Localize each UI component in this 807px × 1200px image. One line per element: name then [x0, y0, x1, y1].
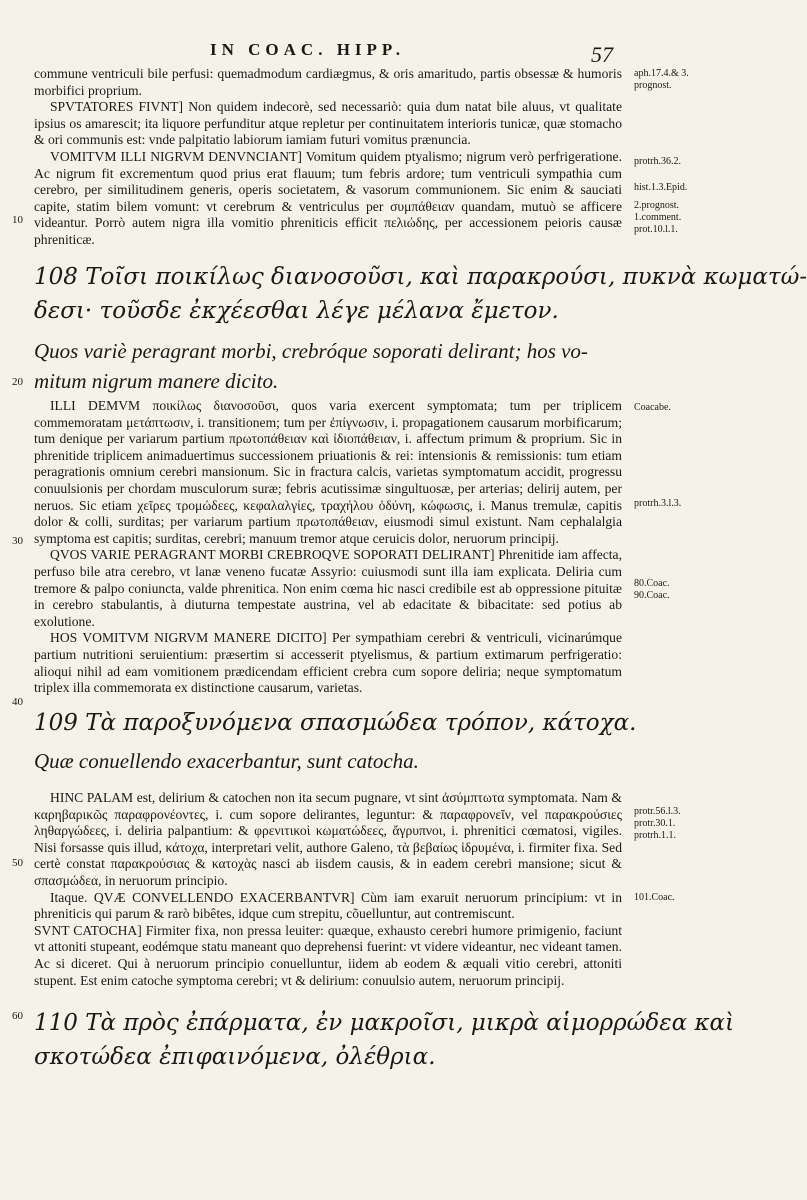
- margin-note: 1.comment.: [634, 212, 682, 223]
- margin-note: protrh.3.l.3.: [634, 498, 682, 509]
- margin-note: aph.17.4.& 3.: [634, 68, 689, 79]
- greek-aphorism-text: δεσι· τοῦσδε ἐκχέεσθαι λέγε μέλανα ἔμετον.: [34, 298, 559, 324]
- line-number: 10: [12, 214, 23, 226]
- margin-note: 2.prognost.: [634, 200, 679, 211]
- aphorism-109: [34, 706, 637, 776]
- paragraph: HINC PALAM est, delirium & catochen non ita secum pugnare, vt sint ἀσύμπτωτα symptomata. Nam & καρηβαρικῶς παραφρονέοντες, i. cum sopore delirantes, leguntur: & παραφρονεῖν, vel παρακρούσιες ληθαργώδεες, i. deliria palpantium: & φρενιτικοὶ κωματώδεες, ἄγρυπνοι, i. phrenitici cœmatosi, vigiles. Nisi forsasse quis illud, κάτοχα, interpretari velit, authore Galeno, τὰ βεβαίως ἱδρυμένα, i. firmiter fixa. Sed certè constat παρακρούσιας & κατοχὰς nasci ab iisdem causis, & in eadem cerebri mansione; sicut & σπασμώδεα, in neruorum principio.: [34, 790, 622, 888]
- paragraph: ILLI DEMVM ποικίλως διανοσοῦσι, quos varia exercent symptomata; tum per triplicem commemoratam μετάπτωσιν, i. transitionem; tum per ἐπίγνωσιν, i. propagationem causarum morbificarum; tum denique per variarum partium πρωτοπάθειαν καὶ ἰδιοπάθειαν, i. affectum primum & proprium. Sic in phrenitide triplicem animaduertimus successionem priuationis & rei: intensionis & remissionis: tum etiam peragrationis omnium cerebri mansionum. Sic in fractura calcis, varietas symptomatum accidit, progressu conuulsionis per chordam musculorum suræ; febris acutissimæ singultuosæ, per arterias; delirij autem, per neruos. Sic etiam χεῖρες τρομώδεες, κεφαλαλγίες, τραχήλου ὀδύνη, κώφωσις, i. Manus tremulæ, capitis dolor & colli, surditas; per variarum partium πρωτοπάθειαν, eiusmodi simul existunt. Nam cephalalgia symptoma est capitis; surditas, cerebri; manuum tremor atque ceruicis dolor, neruorum principij.: [34, 398, 622, 546]
- paragraph: SPVTATORES FIVNT] Non quidem indecorè, sed necessariò: quia dum natat bile aluus, vt qualitate ipsius os amarescit; ita liquore perfunditur atque repletur per continuitatem interioris tunicæ, quæ stomacho & ori communis est: vnde palpitatio labiorum iamiam futuri vomitus prænuncia.: [34, 99, 622, 148]
- running-head: IN COAC. HIPP.: [210, 40, 405, 59]
- paragraph: QVOS VARIE PERAGRANT MORBI CREBROQVE SOPORATI DELIRANT] Phrenitide iam affecta, perfuso bile atra cerebro, vt lanæ veneno fucatæ Assyrio: cuiusmodi sunt illa iam explicata. Deliria cum tremore & palpo coniuncta, valde phrenitica. Non enim cœma hic nasci credibile est ab oppressione pituitæ in cerebro stabulantis, à diuturna tempestate austrina, vel ab edacitate & bibacitate: sed potius ab exolutione.: [34, 547, 622, 629]
- margin-note: 90.Coac.: [634, 590, 670, 601]
- aphorism-110: [34, 1006, 735, 1074]
- greek-aphorism-text: 110 Τὰ πρὸς ἐπάρματα, ἐν μακροῖσι, μικρὰ αἱμορρώδεα καὶ: [34, 1010, 735, 1036]
- paragraph: commune ventriculi bile perfusi: quemadmodum cardiægmus, & oris amaritudo, partis obsessæ & humoris morbifici proprium.: [34, 66, 622, 98]
- latin-translation: Quæ conuellendo exacerbantur, sunt catocha.: [34, 749, 419, 773]
- line-number: 20: [12, 376, 23, 388]
- margin-note: prognost.: [634, 80, 672, 91]
- latin-translation: mitum nigrum manere dicito.: [34, 369, 279, 393]
- line-number: 50: [12, 857, 23, 869]
- margin-note: protr.56.l.3.: [634, 806, 681, 817]
- margin-note: 80.Coac.: [634, 578, 670, 589]
- page-number: 57: [591, 42, 613, 67]
- line-number: 40: [12, 696, 23, 708]
- margin-note: protr.30.1.: [634, 818, 676, 829]
- commentary-block-3: [34, 790, 622, 989]
- margin-note: Coacabe.: [634, 402, 671, 413]
- greek-aphorism-text: 109 Τὰ παροξυνόμενα σπασμώδεα τρόπον, κάτοχα.: [34, 710, 637, 736]
- greek-aphorism-text: σκοτώδεα ἐπιφαινόμενα, ὀλέθρια.: [34, 1044, 436, 1070]
- commentary-block-2: [34, 398, 622, 697]
- paragraph: Itaque. QVÆ CONVELLENDO EXACERBANTVR] Cùm iam exaruit neruorum principium: vt in phreniticis qui parum & rarò bibêtes, idque cum strepitu, cõuelluntur, aut contremiscunt.: [34, 889, 622, 922]
- margin-note: hist.1.3.Epid.: [634, 182, 688, 193]
- greek-aphorism-text: 108 Τοῖσι ποικίλως διανοσοῦσι, καὶ παρακρούσι, πυκνὰ κωματώ-: [34, 264, 807, 290]
- commentary-block-1: [34, 66, 622, 249]
- paragraph: VOMITVM ILLI NIGRVM DENVNCIANT] Vomitum quidem ptyalismo; nigrum verò perfrigeratione. Ac nigrum fit excrementum quod prius erat flauum; tum febris ardore; tum ventriculi sympathia cum cerebro, per similitudinem generis, operis societatem, & vasorum communionem. Sic enim & sauciati capite, statim bilem vomunt: vt cerebrum & ventriculus per συμπάθειαν quandam, mutuò se afficere videantur. Porrò autem nigra illa vomitio phreniticis efficit πελιώδης, per accessionem peioris causæ phreniticæ.: [34, 148, 622, 247]
- paragraph: HOS VOMITVM NIGRVM MANERE DICITO] Per sympathiam cerebri & ventriculi, vicinarúmque partium nutritioni seruientium: præsertim si accesserit ptyelismus, & partium extimarum perfrigeratio: alioqui nihil ad eam vomitionem prædicendam efficient crebra cum sopore deliria; neque symptomatum triplex illa commemorata ex distinctione causarum, varietas.: [34, 630, 622, 696]
- margin-note: 101.Coac.: [634, 892, 675, 903]
- margin-note: prot.10.l.1.: [634, 224, 678, 235]
- paragraph: SVNT CATOCHA] Firmiter fixa, non pressa leuiter: quæque, exhausto cerebri humore primigenio, faciunt vt attoniti stupeant, eodémque statu maneant quo deprehensi fuerint: vt videre videantur, nec videant tamen. Ac si diceret. Qui à neruorum principio conuelluntur, iidem ab eodem & æquali vitio cerebri, attoniti stupent. Est enim catoche symptoma cerebri; vt & delirium: conuulsio autem, neruorum principij.: [34, 922, 622, 988]
- aphorism-108: [34, 260, 807, 396]
- latin-translation: Quos variè peragrant morbi, crebróque soporati delirant; hos vo-: [34, 339, 588, 363]
- line-number: 30: [12, 535, 23, 547]
- line-number: 60: [12, 1010, 23, 1022]
- margin-note: protrh.1.1.: [634, 830, 676, 841]
- margin-note: protrh.36.2.: [634, 156, 681, 167]
